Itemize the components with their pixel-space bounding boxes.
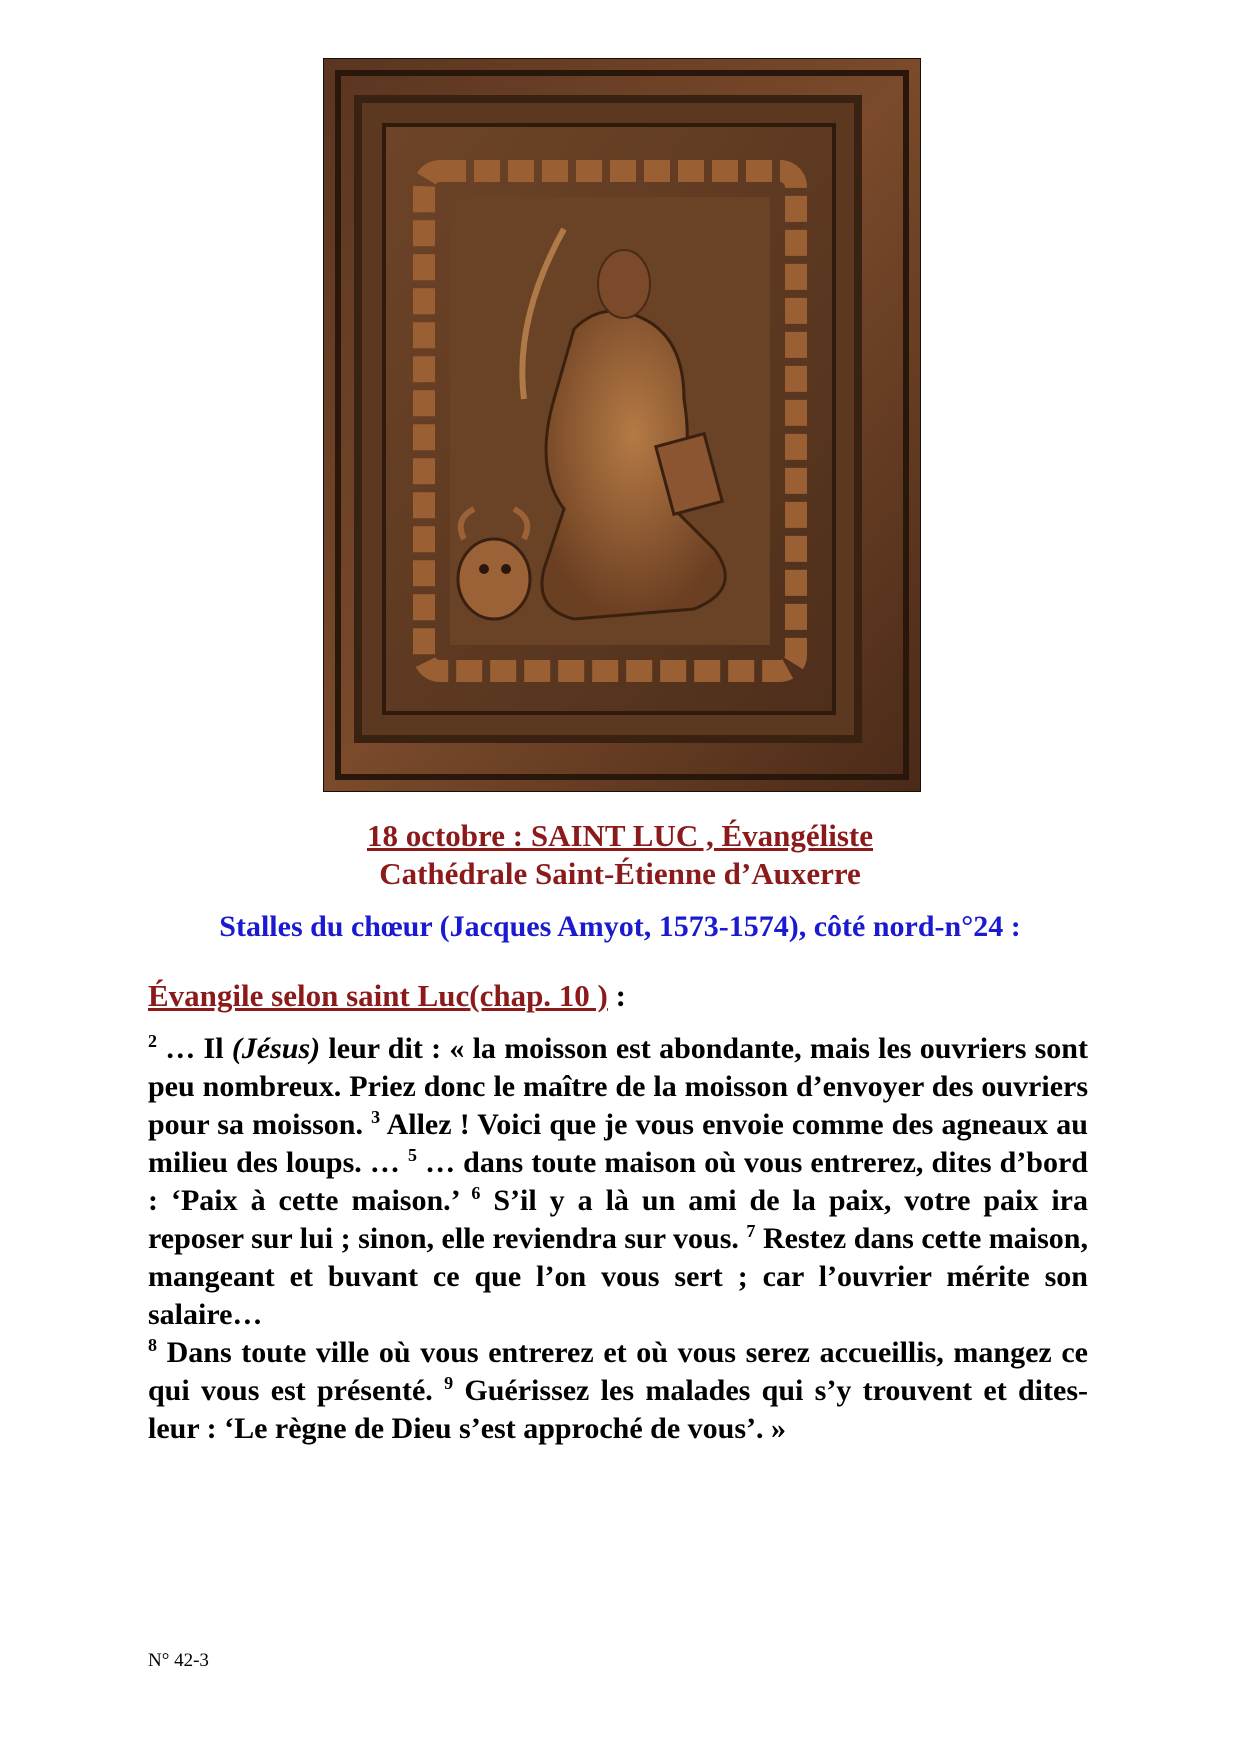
verse-number: 5 (407, 1145, 417, 1165)
verse-text: … Il (157, 1032, 232, 1065)
gospel-heading (148, 978, 626, 1014)
verse-number: 6 (471, 1183, 481, 1203)
verse-number: 8 (148, 1335, 157, 1355)
gospel-text (148, 1030, 1088, 1448)
verse-number: 2 (148, 1031, 157, 1051)
gospel-reference: Évangile selon saint Luc(chap. 10 ) (148, 978, 608, 1013)
gospel-paragraph (148, 1030, 1088, 1334)
saint-luc-panel-photo (324, 59, 920, 791)
verse-text: Guérissez les malades qui s’y trouvent et dites-leur : ‘Le règne de Dieu s’est approché de vous’. » (148, 1374, 1088, 1445)
cathedral-title: Cathédrale Saint-Étienne d’Auxerre (379, 856, 861, 891)
verse-text: … dans toute maison où vous entrerez, dites d’bord : ‘Paix à cette maison.’ (148, 1146, 1088, 1217)
verse-text: Restez dans cette maison, mangeant et buvant ce que l’on vous sert ; car l’ouvrier mérite son salaire… (148, 1222, 1088, 1331)
verse-text-italic: (Jésus) (231, 1032, 321, 1065)
verse-text: leur dit : « la moisson est abondante, mais les ouvriers sont peu nombreux. Priez donc le maître de la moisson d’envoyer des ouvriers pour sa moisson. (148, 1032, 1088, 1141)
carved-panel-illustration (324, 59, 920, 791)
page-number: N° 42-3 (148, 1650, 209, 1671)
verse-number: 3 (371, 1107, 381, 1127)
gospel-heading-suffix: : (607, 978, 626, 1013)
verse-number: 9 (444, 1373, 454, 1393)
stalls-subtitle: Stalles du chœur (Jacques Amyot, 1573-1574), côté nord-n°24 : (219, 910, 1021, 943)
verse-text: S’il y a là un ami de la paix, votre paix ira reposer sur lui ; sinon, elle reviendra sur vous. (148, 1184, 1088, 1255)
verse-text: Dans toute ville où vous entrerez et où vous serez accueillis, mangez ce qui vous est présenté. (148, 1336, 1088, 1407)
feast-title: 18 octobre : SAINT LUC , Évangéliste (366, 818, 874, 853)
verse-text: Allez ! Voici que je vous envoie comme des agneaux au milieu des loups. … (148, 1108, 1088, 1179)
gospel-paragraph (148, 1334, 1088, 1448)
verse-number: 7 (746, 1221, 756, 1241)
